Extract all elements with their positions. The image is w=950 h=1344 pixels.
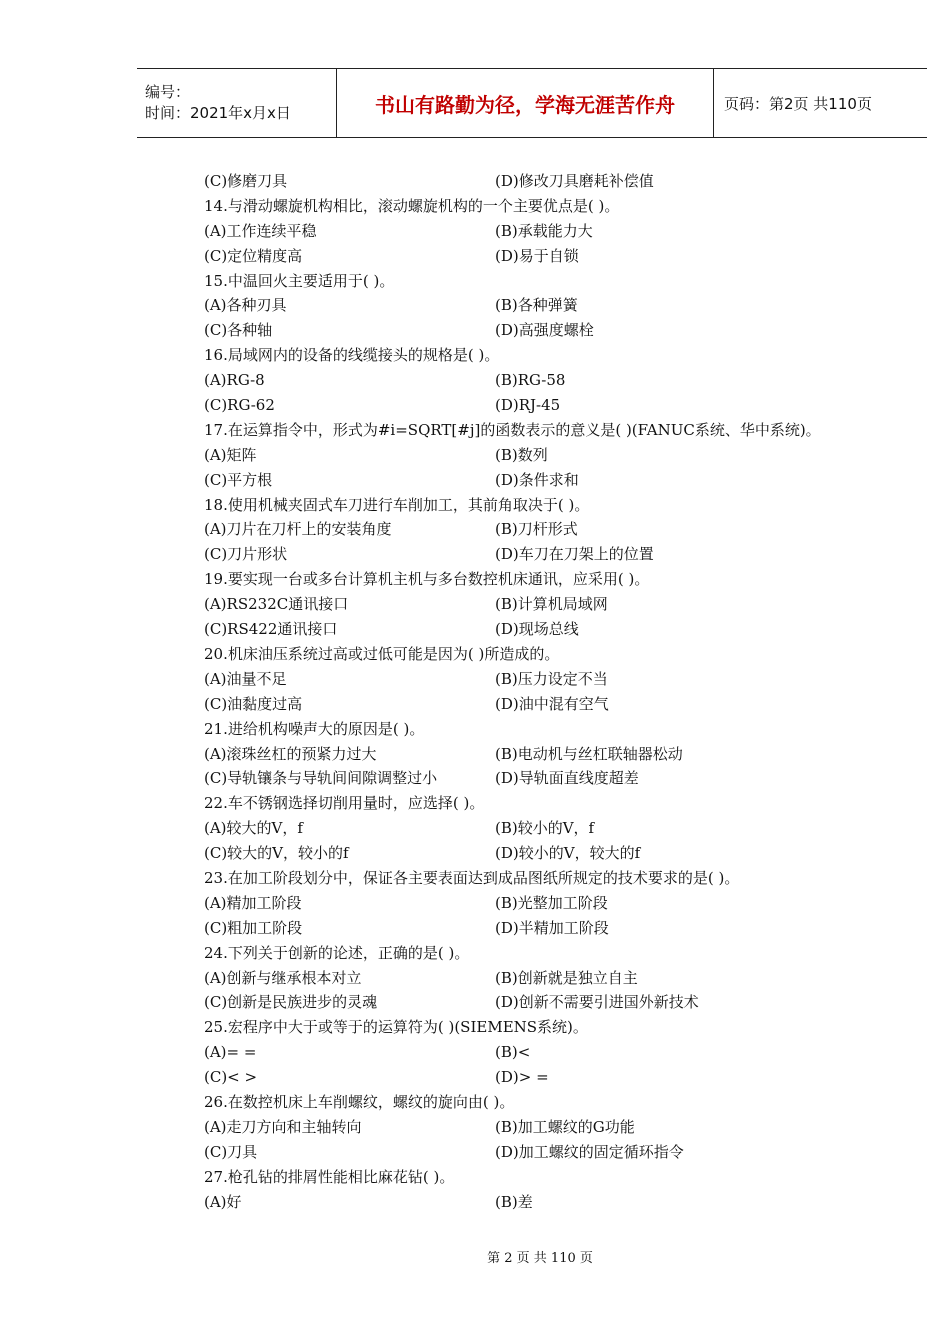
option-row	[204, 966, 874, 991]
option-row	[204, 1140, 874, 1165]
option-right: (B)承载能力大	[495, 221, 593, 240]
option-right: (B)数列	[495, 445, 548, 464]
option-left: (A)各种刃具	[204, 296, 287, 315]
question-text: 18.使用机械夹固式车刀进行车削加工，其前角取决于( )。	[204, 495, 590, 514]
option-right: (D)加工螺纹的固定循环指令	[495, 1142, 684, 1161]
question-text: 24.下列关于创新的论述，正确的是( )。	[204, 943, 470, 962]
option-row	[204, 766, 874, 791]
option-right: (D)> =	[495, 1068, 549, 1087]
option-left: (C)RS422通讯接口	[204, 620, 338, 639]
header-motto	[337, 69, 714, 137]
header-page-info	[714, 69, 927, 137]
option-left: (A)较大的V，f	[204, 819, 303, 838]
option-right: (B)光整加工阶段	[495, 893, 608, 912]
motto-text: 书山有路勤为径，学海无涯苦作舟	[375, 92, 675, 117]
option-row	[204, 293, 874, 318]
option-row	[204, 617, 874, 642]
question-text: 26.在数控机床上车削螺纹，螺纹的旋向由( )。	[204, 1092, 515, 1111]
option-left: (C)各种轴	[204, 321, 273, 340]
option-left: (C)修磨刀具	[204, 172, 288, 190]
option-row	[204, 990, 874, 1015]
option-left: (A)走刀方向和主轴转向	[204, 1117, 362, 1136]
header-meta	[137, 69, 337, 137]
option-left: (C)刀具	[204, 1142, 258, 1161]
option-row	[204, 841, 874, 866]
option-left: (A)矩阵	[204, 445, 257, 464]
question-list	[204, 169, 874, 1214]
option-row	[204, 891, 874, 916]
page-footer: 第 2 页 共 110 页	[487, 1251, 593, 1266]
page-header	[137, 68, 927, 138]
option-row	[204, 219, 874, 244]
option-left: (C)导轨镶条与导轨间间隙调整过小	[204, 769, 438, 788]
page-info-text: 页码：第2页 共110页	[724, 94, 872, 113]
option-right: (B)压力设定不当	[495, 669, 608, 688]
option-left: (C)平方根	[204, 470, 273, 489]
option-right: (B)电动机与丝杠联轴器松动	[495, 744, 683, 763]
option-row	[204, 816, 874, 841]
option-row	[204, 1040, 874, 1065]
option-row	[204, 468, 874, 493]
option-left: (A)油量不足	[204, 669, 287, 688]
option-right: (B)加工螺纹的G功能	[495, 1117, 635, 1136]
option-row	[204, 244, 874, 269]
option-row	[204, 368, 874, 393]
option-row	[204, 916, 874, 941]
option-right: (B)RG-58	[495, 371, 566, 390]
option-right: (B)较小的V，f	[495, 819, 595, 838]
option-right: (D)现场总线	[495, 620, 579, 639]
question-text: 21.进给机构噪声大的原因是( )。	[204, 719, 425, 738]
option-left: (A)= =	[204, 1043, 257, 1062]
question-text: 25.宏程序中大于或等于的运算符为( )(SIEMENS系统)。	[204, 1018, 588, 1037]
question-text: 14.与滑动螺旋机构相比，滚动螺旋机构的一个主要优点是( )。	[204, 196, 620, 215]
option-row	[204, 542, 874, 567]
option-row	[204, 393, 874, 418]
option-left: (C)油黏度过高	[204, 694, 303, 713]
option-right: (B)创新就是独立自主	[495, 968, 638, 987]
option-right: (B)差	[495, 1192, 533, 1211]
option-right: (B)计算机局域网	[495, 595, 608, 614]
option-right: (B)刀杆形式	[495, 520, 578, 539]
option-right: (D)高强度螺栓	[495, 321, 594, 340]
option-left: (C)定位精度高	[204, 246, 303, 265]
option-row	[204, 443, 874, 468]
option-left: (C)粗加工阶段	[204, 918, 303, 937]
option-row	[204, 592, 874, 617]
option-left: (A)刀片在刀杆上的安装角度	[204, 520, 392, 539]
option-left: (C)刀片形状	[204, 545, 288, 564]
option-row	[204, 318, 874, 343]
document-time: 时间：2021年x月x日	[145, 104, 291, 122]
option-left: (C)较大的V，较小的f	[204, 844, 349, 863]
option-right: (D)条件求和	[495, 470, 579, 489]
option-left: (C)RG-62	[204, 396, 275, 415]
option-right: (D)半精加工阶段	[495, 918, 609, 937]
option-right: (D)修改刀具磨耗补偿值	[495, 172, 654, 190]
option-left: (A)精加工阶段	[204, 893, 302, 912]
option-right: (D)车刀在刀架上的位置	[495, 545, 654, 564]
option-left: (A)好	[204, 1192, 242, 1211]
option-left: (C)< >	[204, 1068, 258, 1087]
option-right: (D)易于自锁	[495, 246, 579, 265]
option-right: (B)<	[495, 1043, 531, 1062]
option-row	[204, 169, 874, 194]
option-row	[204, 517, 874, 542]
question-text: 22.车不锈钢选择切削用量时，应选择( )。	[204, 794, 485, 813]
option-row	[204, 1065, 874, 1090]
option-row	[204, 742, 874, 767]
option-right: (D)较小的V，较大的f	[495, 844, 641, 863]
option-row	[204, 1115, 874, 1140]
question-text: 17.在运算指令中，形式为#i=SQRT[#j]的函数表示的意义是( )(FANUC系统、华中系统)。	[204, 420, 821, 439]
option-left: (C)创新是民族进步的灵魂	[204, 993, 378, 1012]
option-right: (D)RJ-45	[495, 396, 561, 415]
option-left: (A)滚珠丝杠的预紧力过大	[204, 744, 377, 763]
question-text: 27.枪孔钻的排屑性能相比麻花钻( )。	[204, 1167, 455, 1186]
question-text: 16.局域网内的设备的线缆接头的规格是( )。	[204, 346, 500, 365]
option-row	[204, 692, 874, 717]
document-number-label: 编号：	[145, 83, 191, 101]
option-right: (D)导轨面直线度超差	[495, 769, 639, 788]
option-left: (A)创新与继承根本对立	[204, 968, 362, 987]
option-row	[204, 1190, 874, 1215]
option-row	[204, 667, 874, 692]
option-right: (B)各种弹簧	[495, 296, 578, 315]
question-text: 15.中温回火主要适用于( )。	[204, 271, 395, 290]
option-left: (A)RG-8	[204, 371, 265, 390]
question-text: 19.要实现一台或多台计算机主机与多台数控机床通讯，应采用( )。	[204, 570, 650, 589]
option-left: (A)工作连续平稳	[204, 221, 317, 240]
question-text: 23.在加工阶段划分中，保证各主要表面达到成品图纸所规定的技术要求的是( )。	[204, 868, 740, 887]
option-right: (D)创新不需要引进国外新技术	[495, 993, 699, 1012]
question-text: 20.机床油压系统过高或过低可能是因为( )所造成的。	[204, 644, 560, 663]
option-left: (A)RS232C通讯接口	[204, 595, 349, 614]
option-right: (D)油中混有空气	[495, 694, 609, 713]
